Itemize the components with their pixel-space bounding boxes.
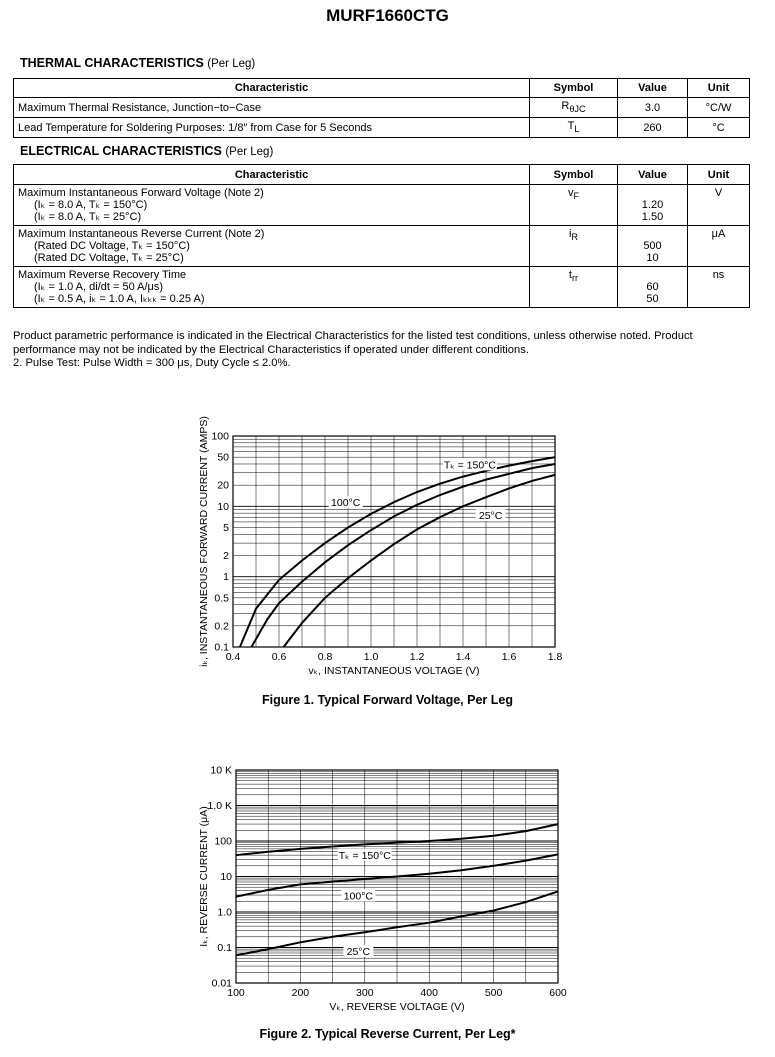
y-tick-label: 1.0 K <box>207 800 232 812</box>
char-condition: (Iₖ = 8.0 A, Tₖ = 150°C) <box>34 199 148 211</box>
thermal-header-symbol: Symbol <box>530 79 618 98</box>
symbol-text: v <box>567 187 574 199</box>
y-tick-label: 5 <box>223 522 229 535</box>
value-1: 500 <box>643 240 662 252</box>
x-tick-label: 1.8 <box>547 651 563 663</box>
symbol-text: R <box>561 99 570 112</box>
thermal-value-cell: 260 <box>618 118 688 138</box>
thermal-section-title <box>20 56 255 70</box>
symbol-subscript: θJC <box>569 104 586 115</box>
symbol-subscript: R <box>571 232 579 243</box>
figure-1-chart <box>0 415 775 685</box>
electrical-title: ELECTRICAL CHARACTERISTICS <box>20 144 222 158</box>
x-tick-label: 0.6 <box>271 651 287 663</box>
x-tick-label: 1.0 <box>363 651 379 663</box>
y-tick-label: 2 <box>223 549 229 562</box>
table-row <box>14 118 750 138</box>
thermal-table <box>13 78 750 138</box>
symbol-text: t <box>568 269 572 281</box>
series-label: 100°C <box>331 496 361 509</box>
x-tick-label: 400 <box>420 987 438 999</box>
y-tick-label: 0.1 <box>217 942 232 954</box>
y-tick-label: 100 <box>211 430 229 443</box>
electrical-subtitle: (Per Leg) <box>225 146 274 158</box>
char-main: Maximum Reverse Recovery Time <box>18 269 187 281</box>
thermal-symbol-cell <box>530 98 618 118</box>
x-axis-label: Vₖ, REVERSE VOLTAGE (V) <box>329 1001 465 1013</box>
symbol-text: i <box>568 228 572 240</box>
thermal-char-cell: Maximum Thermal Resistance, Junction−to−Case <box>14 98 530 118</box>
thermal-header-value: Value <box>618 79 688 98</box>
thermal-header-unit: Unit <box>688 79 750 98</box>
figure-2-chart <box>0 755 775 1020</box>
thermal-title: THERMAL CHARACTERISTICS <box>20 56 204 70</box>
series-line-0 <box>240 457 555 647</box>
y-tick-label: 50 <box>217 451 229 464</box>
electrical-unit-cell: ns <box>688 267 750 308</box>
x-tick-label: 300 <box>356 987 374 999</box>
x-axis-label: vₖ, INSTANTANEOUS VOLTAGE (V) <box>308 665 480 677</box>
thermal-char-cell: Lead Temperature for Soldering Purposes: 1/8″ from Case for 5 Seconds <box>14 118 530 138</box>
x-tick-label: 0.4 <box>225 651 241 663</box>
y-axis-label: Iₖ, REVERSE CURRENT (μA) <box>198 806 210 947</box>
electrical-symbol-cell <box>530 185 618 226</box>
electrical-value-cell <box>618 267 688 308</box>
electrical-value-cell <box>618 185 688 226</box>
electrical-header-unit: Unit <box>688 165 750 185</box>
note-2: 2. Pulse Test: Pulse Width = 300 μs, Duty Cycle ≤ 2.0%. <box>13 357 291 369</box>
x-tick-label: 1.4 <box>455 651 471 663</box>
char-condition: (Iₖ = 0.5 A, iₖ = 1.0 A, Iₖₖₖ = 0.25 A) <box>34 293 205 305</box>
char-main: Maximum Instantaneous Forward Voltage (Note 2) <box>18 187 264 199</box>
symbol-subscript: L <box>574 124 580 135</box>
thermal-symbol-cell <box>530 118 618 138</box>
y-tick-label: 100 <box>214 835 232 848</box>
x-tick-label: 200 <box>291 987 310 999</box>
figure-2-caption: Figure 2. Typical Reverse Current, Per Leg* <box>259 1027 516 1041</box>
series-label: Tₖ = 150°C <box>338 849 391 862</box>
table-row <box>14 226 750 267</box>
x-tick-label: 100 <box>227 987 245 999</box>
table-row <box>14 185 750 226</box>
electrical-char-cell <box>14 267 530 308</box>
figure-1-caption: Figure 1. Typical Forward Voltage, Per Leg <box>262 693 513 707</box>
document-title: MURF1660CTG <box>326 6 449 25</box>
electrical-header-symbol: Symbol <box>530 165 618 185</box>
electrical-table <box>13 164 750 308</box>
electrical-unit-cell: μA <box>688 226 750 267</box>
symbol-subscript: F <box>573 191 580 202</box>
symbol-text: T <box>567 119 575 132</box>
notes <box>13 330 758 371</box>
value-2: 50 <box>646 293 659 305</box>
y-tick-label: 0.1 <box>214 641 229 654</box>
y-tick-label: 1.0 <box>217 906 232 919</box>
x-tick-label: 1.2 <box>409 651 425 663</box>
symbol-subscript: rr <box>571 273 579 284</box>
x-tick-label: 600 <box>549 987 567 999</box>
char-condition: (Iₖ = 1.0 A, di/dt = 50 A/μs) <box>34 281 164 293</box>
series-label: 25°C <box>346 945 371 958</box>
x-tick-label: 0.8 <box>317 651 333 663</box>
thermal-subtitle: (Per Leg) <box>207 58 256 70</box>
value-1: 1.20 <box>641 199 664 211</box>
x-tick-label: 500 <box>484 987 503 999</box>
char-condition: (Rated DC Voltage, Tₖ = 25°C) <box>34 252 184 264</box>
y-axis-label: iₖ, INSTANTANEOUS FORWARD CURRENT (AMPS) <box>198 416 210 667</box>
series-label: Tₖ = 150°C <box>443 459 496 472</box>
char-condition: (Iₖ = 8.0 A, Tₖ = 25°C) <box>34 211 142 223</box>
char-condition: (Rated DC Voltage, Tₖ = 150°C) <box>34 240 190 252</box>
electrical-unit-cell: V <box>688 185 750 226</box>
y-tick-label: 10 <box>220 871 232 883</box>
electrical-symbol-cell <box>530 267 618 308</box>
series-label: 25°C <box>478 510 503 523</box>
series-label: 100°C <box>343 890 374 903</box>
thermal-header-characteristic: Characteristic <box>14 79 530 98</box>
y-tick-label: 20 <box>217 479 229 492</box>
thermal-unit-cell: °C/W <box>688 98 750 118</box>
x-tick-label: 1.6 <box>501 651 517 663</box>
y-tick-label: 0.5 <box>214 592 229 605</box>
thermal-value-cell: 3.0 <box>618 98 688 118</box>
electrical-value-cell <box>618 226 688 267</box>
electrical-section-title <box>20 144 273 158</box>
notes-paragraph: Product parametric performance is indicated in the Electrical Characteristics for the listed test conditions, unless otherwise noted. Product performance may not be indicated by the Electrical Characteristics if operated under different conditions. <box>13 330 693 356</box>
y-tick-label: 1 <box>223 571 229 584</box>
electrical-char-cell <box>14 226 530 267</box>
y-tick-label: 10 <box>217 500 229 513</box>
y-tick-label: 10 K <box>210 764 232 777</box>
char-main: Maximum Instantaneous Reverse Current (Note 2) <box>18 228 265 240</box>
electrical-symbol-cell <box>530 226 618 267</box>
table-row <box>14 98 750 118</box>
value-2: 1.50 <box>641 211 664 223</box>
thermal-unit-cell: °C <box>688 118 750 138</box>
y-tick-label: 0.2 <box>214 620 229 633</box>
y-tick-label: 0.01 <box>211 977 232 990</box>
table-row <box>14 267 750 308</box>
value-1: 60 <box>646 281 659 293</box>
value-2: 10 <box>646 252 659 264</box>
electrical-header-characteristic: Characteristic <box>14 165 530 185</box>
electrical-header-value: Value <box>618 165 688 185</box>
electrical-char-cell <box>14 185 530 226</box>
series-line-2 <box>284 475 555 647</box>
